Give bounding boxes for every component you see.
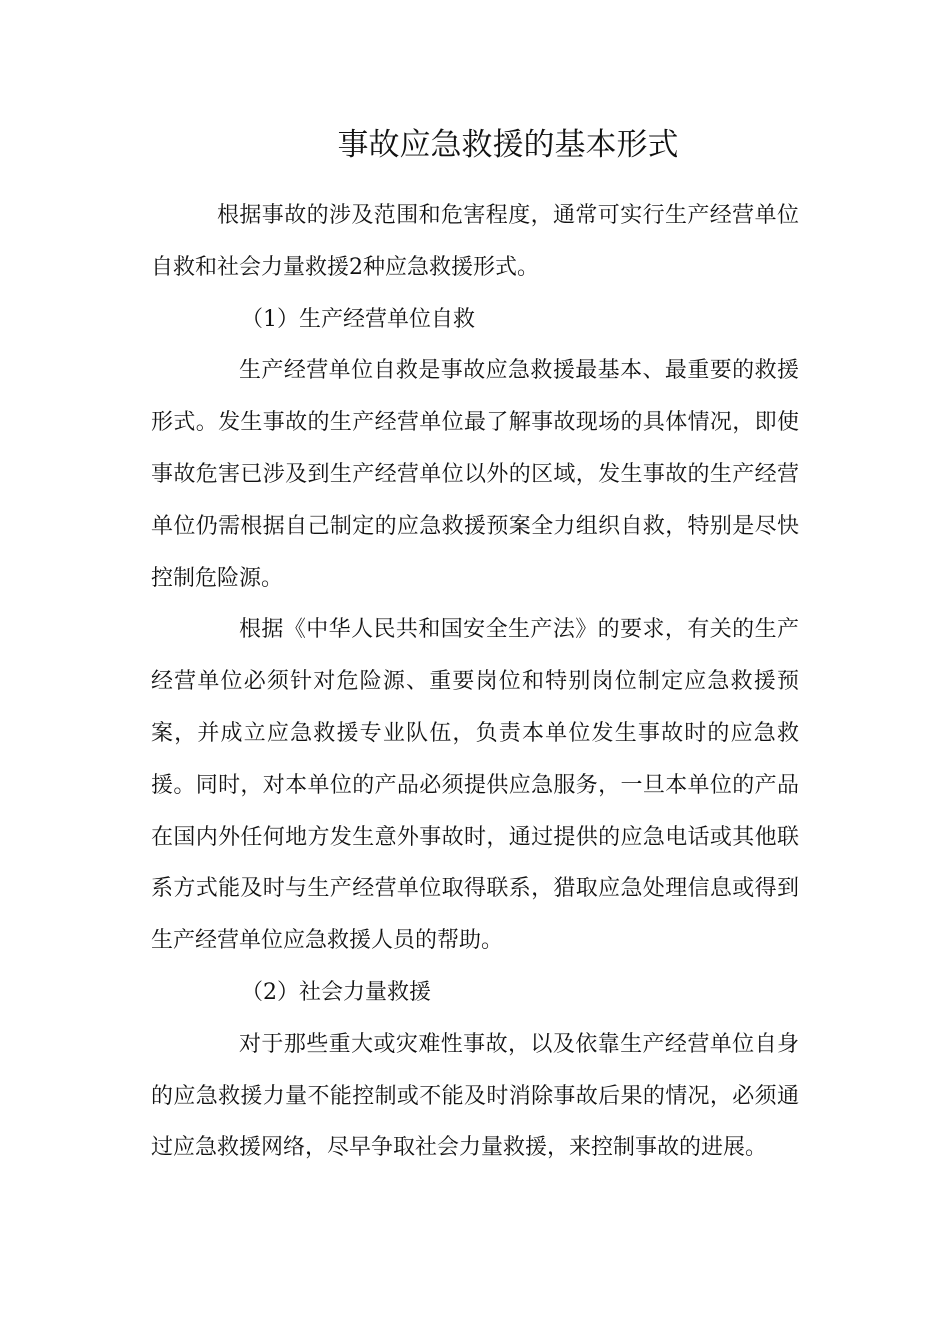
section-1-paragraph-2: 根据《中华人民共和国安全生产法》的要求，有关的生产经营单位必须针对危险源、重要岗位和特别岗位制定应急救援预案，并成立应急救援专业队伍，负责本单位发生事故时的应急救援。同时，对本单位的产品必须提供应急服务，一旦本单位的产品在国内外任何地方发生意外事故时，通过提供的应急电话或其他联系方式能及时与生产经营单位取得联系，猎取应急处理信息或得到生产经营单位应急救援人员的帮助。 bbox=[151, 617, 799, 954]
document-title: 事故应急救援的基本形式 bbox=[337, 127, 679, 163]
intro-paragraph: 根据事故的涉及范围和危害程度，通常可实行生产经营单位自救和社会力量救援2种应急救援形式。 bbox=[151, 203, 799, 280]
section-2-heading: （2）社会力量救援 bbox=[241, 979, 431, 1005]
document-body bbox=[151, 190, 799, 1174]
section-1-heading: （1）生产经营单位自救 bbox=[241, 306, 475, 332]
section-2-paragraph-1: 对于那些重大或灾难性事故，以及依靠生产经营单位自身的应急救援力量不能控制或不能及时消除事故后果的情况，必须通过应急救援网络，尽早争取社会力量救援，来控制事故的进展。 bbox=[151, 1031, 799, 1161]
section-1-paragraph-1: 生产经营单位自救是事故应急救援最基本、最重要的救援形式。发生事故的生产经营单位最了解事故现场的具体情况，即使事故危害已涉及到生产经营单位以外的区域，发生事故的生产经营单位仍需根据自己制定的应急救援预案全力组织自救，特别是尽快控制危险源。 bbox=[151, 358, 799, 591]
